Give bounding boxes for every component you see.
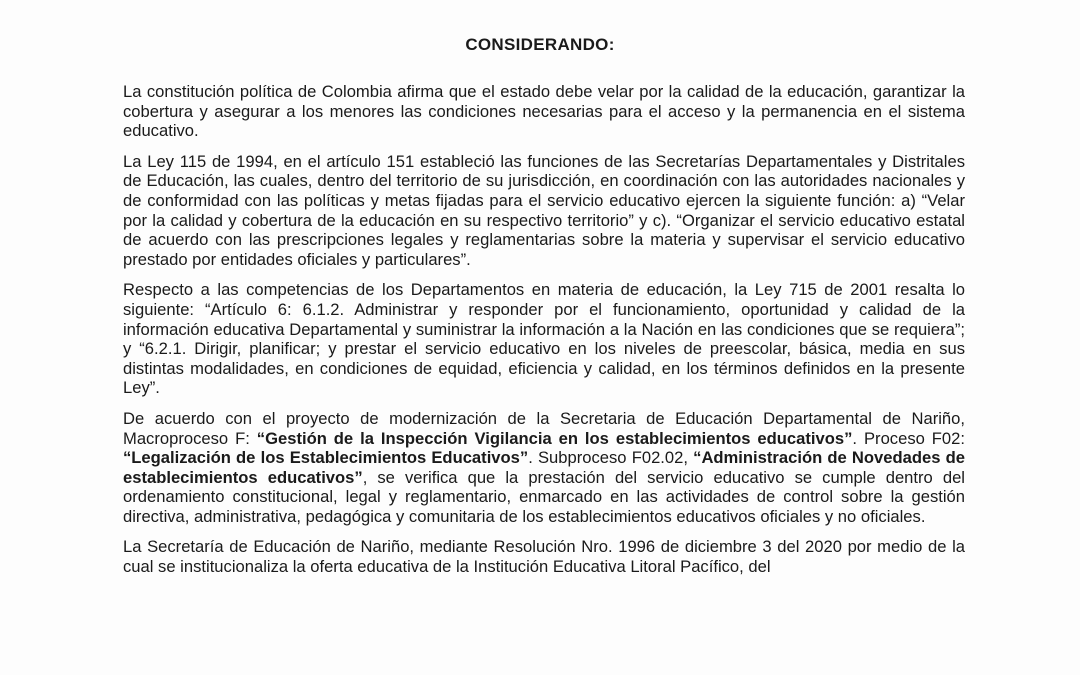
bold-text-segment: “Gestión de la Inspección Vigilancia en los establecimientos educativos” — [256, 428, 853, 448]
paragraph-2 — [123, 152, 965, 270]
text-segment: , se verifica que la prestación del servicio educativo se cumple dentro del ordenamiento constitucional, legal y reglamentario, enmarcado en las actividades de control sobre la gestión directiva, administrativa, pedagógica y comunitaria de los establecimientos educativos oficiales y no oficiales. — [123, 467, 965, 526]
paragraph-1 — [123, 82, 965, 141]
paragraph-4 — [123, 409, 965, 527]
paragraph-3 — [123, 280, 965, 398]
text-segment: La Secretaría de Educación de Nariño, mediante Resolución Nro. 1996 de diciembre 3 del 2020 por medio de la cual se institucionaliza la oferta educativa de la Institución Educativa Litoral Pacífico, del — [123, 537, 965, 577]
text-segment: La Ley 115 de 1994, en el artículo 151 estableció las funciones de las Secretarías Departamentales y Distritales de Educación, las cuales, dentro del territorio de su jurisdicción, en coordinación con las autoridades nacionales y de conformidad con las políticas y metas fijadas para el servicio educativo ejercen la siguiente función: a) “Velar por la calidad y cobertura de la educación en su respectivo territorio” y c). “Organizar el servicio educativo estatal de acuerdo con las prescripciones legales y reglamentarias sobre la materia y supervisar el servicio educativo prestado por entidades oficiales y particulares”. — [123, 151, 965, 269]
text-segment: . Proceso F02: — [852, 428, 965, 448]
text-segment: La constitución política de Colombia afirma que el estado debe velar por la calidad de la educación, garantizar la cobertura y asegurar a los menores las condiciones necesarias para el acceso y la permanencia en el sistema educativo. — [123, 82, 965, 141]
text-segment: Respecto a las competencias de los Departamentos en materia de educación, la Ley 715 de 2001 resalta lo siguiente: “Artículo 6: 6.1.2. Administrar y responder por el funcionamiento, oportunidad y calidad de la información educativa Departamental y suministrar la información a la Nación en las condiciones que se requiera”; y “6.2.1. Dirigir, planificar; y prestar el servicio educativo en los niveles de preescolar, básica, media en sus distintas modalidades, en condiciones de equidad, eficiencia y calidad, en los términos definidos en la presente Ley”. — [123, 280, 965, 398]
section-heading: CONSIDERANDO: — [465, 35, 615, 54]
text-segment: . Subproceso F02.02, — [528, 448, 694, 468]
bold-text-segment: “Administración de Novedades de establecimientos educativos” — [123, 448, 965, 487]
text-segment: De acuerdo con el proyecto de modernización de la Secretaria de Educación Departamental de Nariño, Macroproceso F: — [123, 408, 965, 448]
document-body — [123, 82, 965, 588]
bold-text-segment: “Legalización de los Establecimientos Educativos” — [123, 448, 529, 468]
paragraph-5 — [123, 537, 965, 576]
